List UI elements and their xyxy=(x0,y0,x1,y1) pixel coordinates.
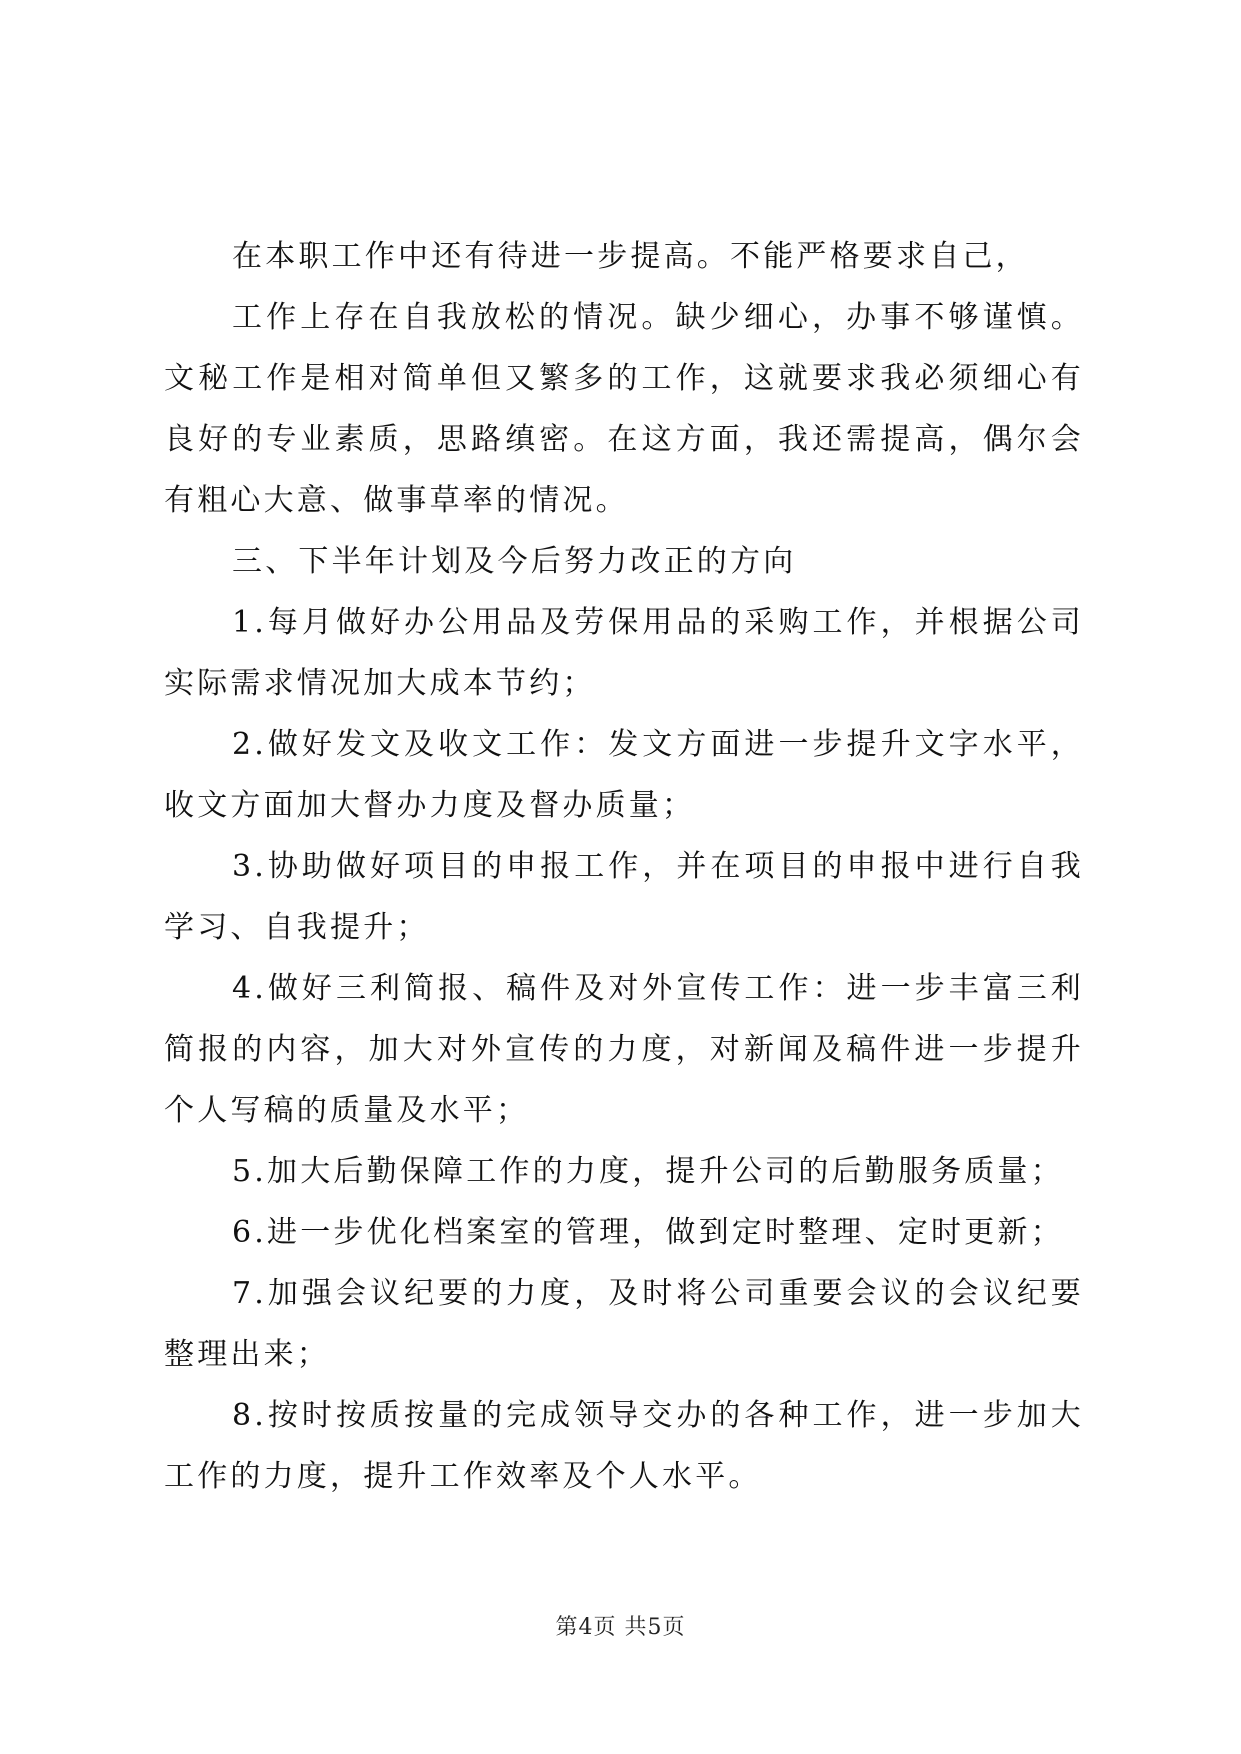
paragraph-1: 在本职工作中还有待进一步提高。不能严格要求自己， xyxy=(232,239,1029,274)
plan-item-4: 4.做好三利简报、稿件及对外宣传工作：进一步丰富三利简报的内容，加大对外宣传的力度，对新闻及稿件进一步提升个人写稿的质量及水平； xyxy=(164,971,1084,1128)
document-body xyxy=(164,226,1084,1507)
plan-item-5: 5.加大后勤保障工作的力度，提升公司的后勤服务质量； xyxy=(232,1154,1064,1189)
section-heading: 三、下半年计划及今后努力改正的方向 xyxy=(232,544,797,579)
plan-item-8: 8.按时按质按量的完成领导交办的各种工作，进一步加大工作的力度，提升工作效率及个人水平。 xyxy=(164,1398,1084,1494)
page-number-footer: 第4页 共5页 xyxy=(555,1615,686,1640)
plan-item-1: 1.每月做好办公用品及劳保用品的采购工作，并根据公司实际需求情况加大成本节约； xyxy=(164,605,1084,701)
plan-item-6: 6.进一步优化档案室的管理，做到定时整理、定时更新； xyxy=(232,1215,1064,1250)
plan-item-3: 3.协助做好项目的申报工作，并在项目的申报中进行自我学习、自我提升； xyxy=(164,849,1084,945)
paragraph-2: 工作上存在自我放松的情况。缺少细心，办事不够谨慎。文秘工作是相对简单但又繁多的工作，这就要求我必须细心有良好的专业素质，思路缜密。在这方面，我还需提高，偶尔会有粗心大意、做事草率的情况。 xyxy=(164,300,1084,518)
plan-item-2: 2.做好发文及收文工作：发文方面进一步提升文字水平，收文方面加大督办力度及督办质量； xyxy=(164,727,1084,823)
plan-item-7: 7.加强会议纪要的力度，及时将公司重要会议的会议纪要整理出来； xyxy=(164,1276,1084,1372)
